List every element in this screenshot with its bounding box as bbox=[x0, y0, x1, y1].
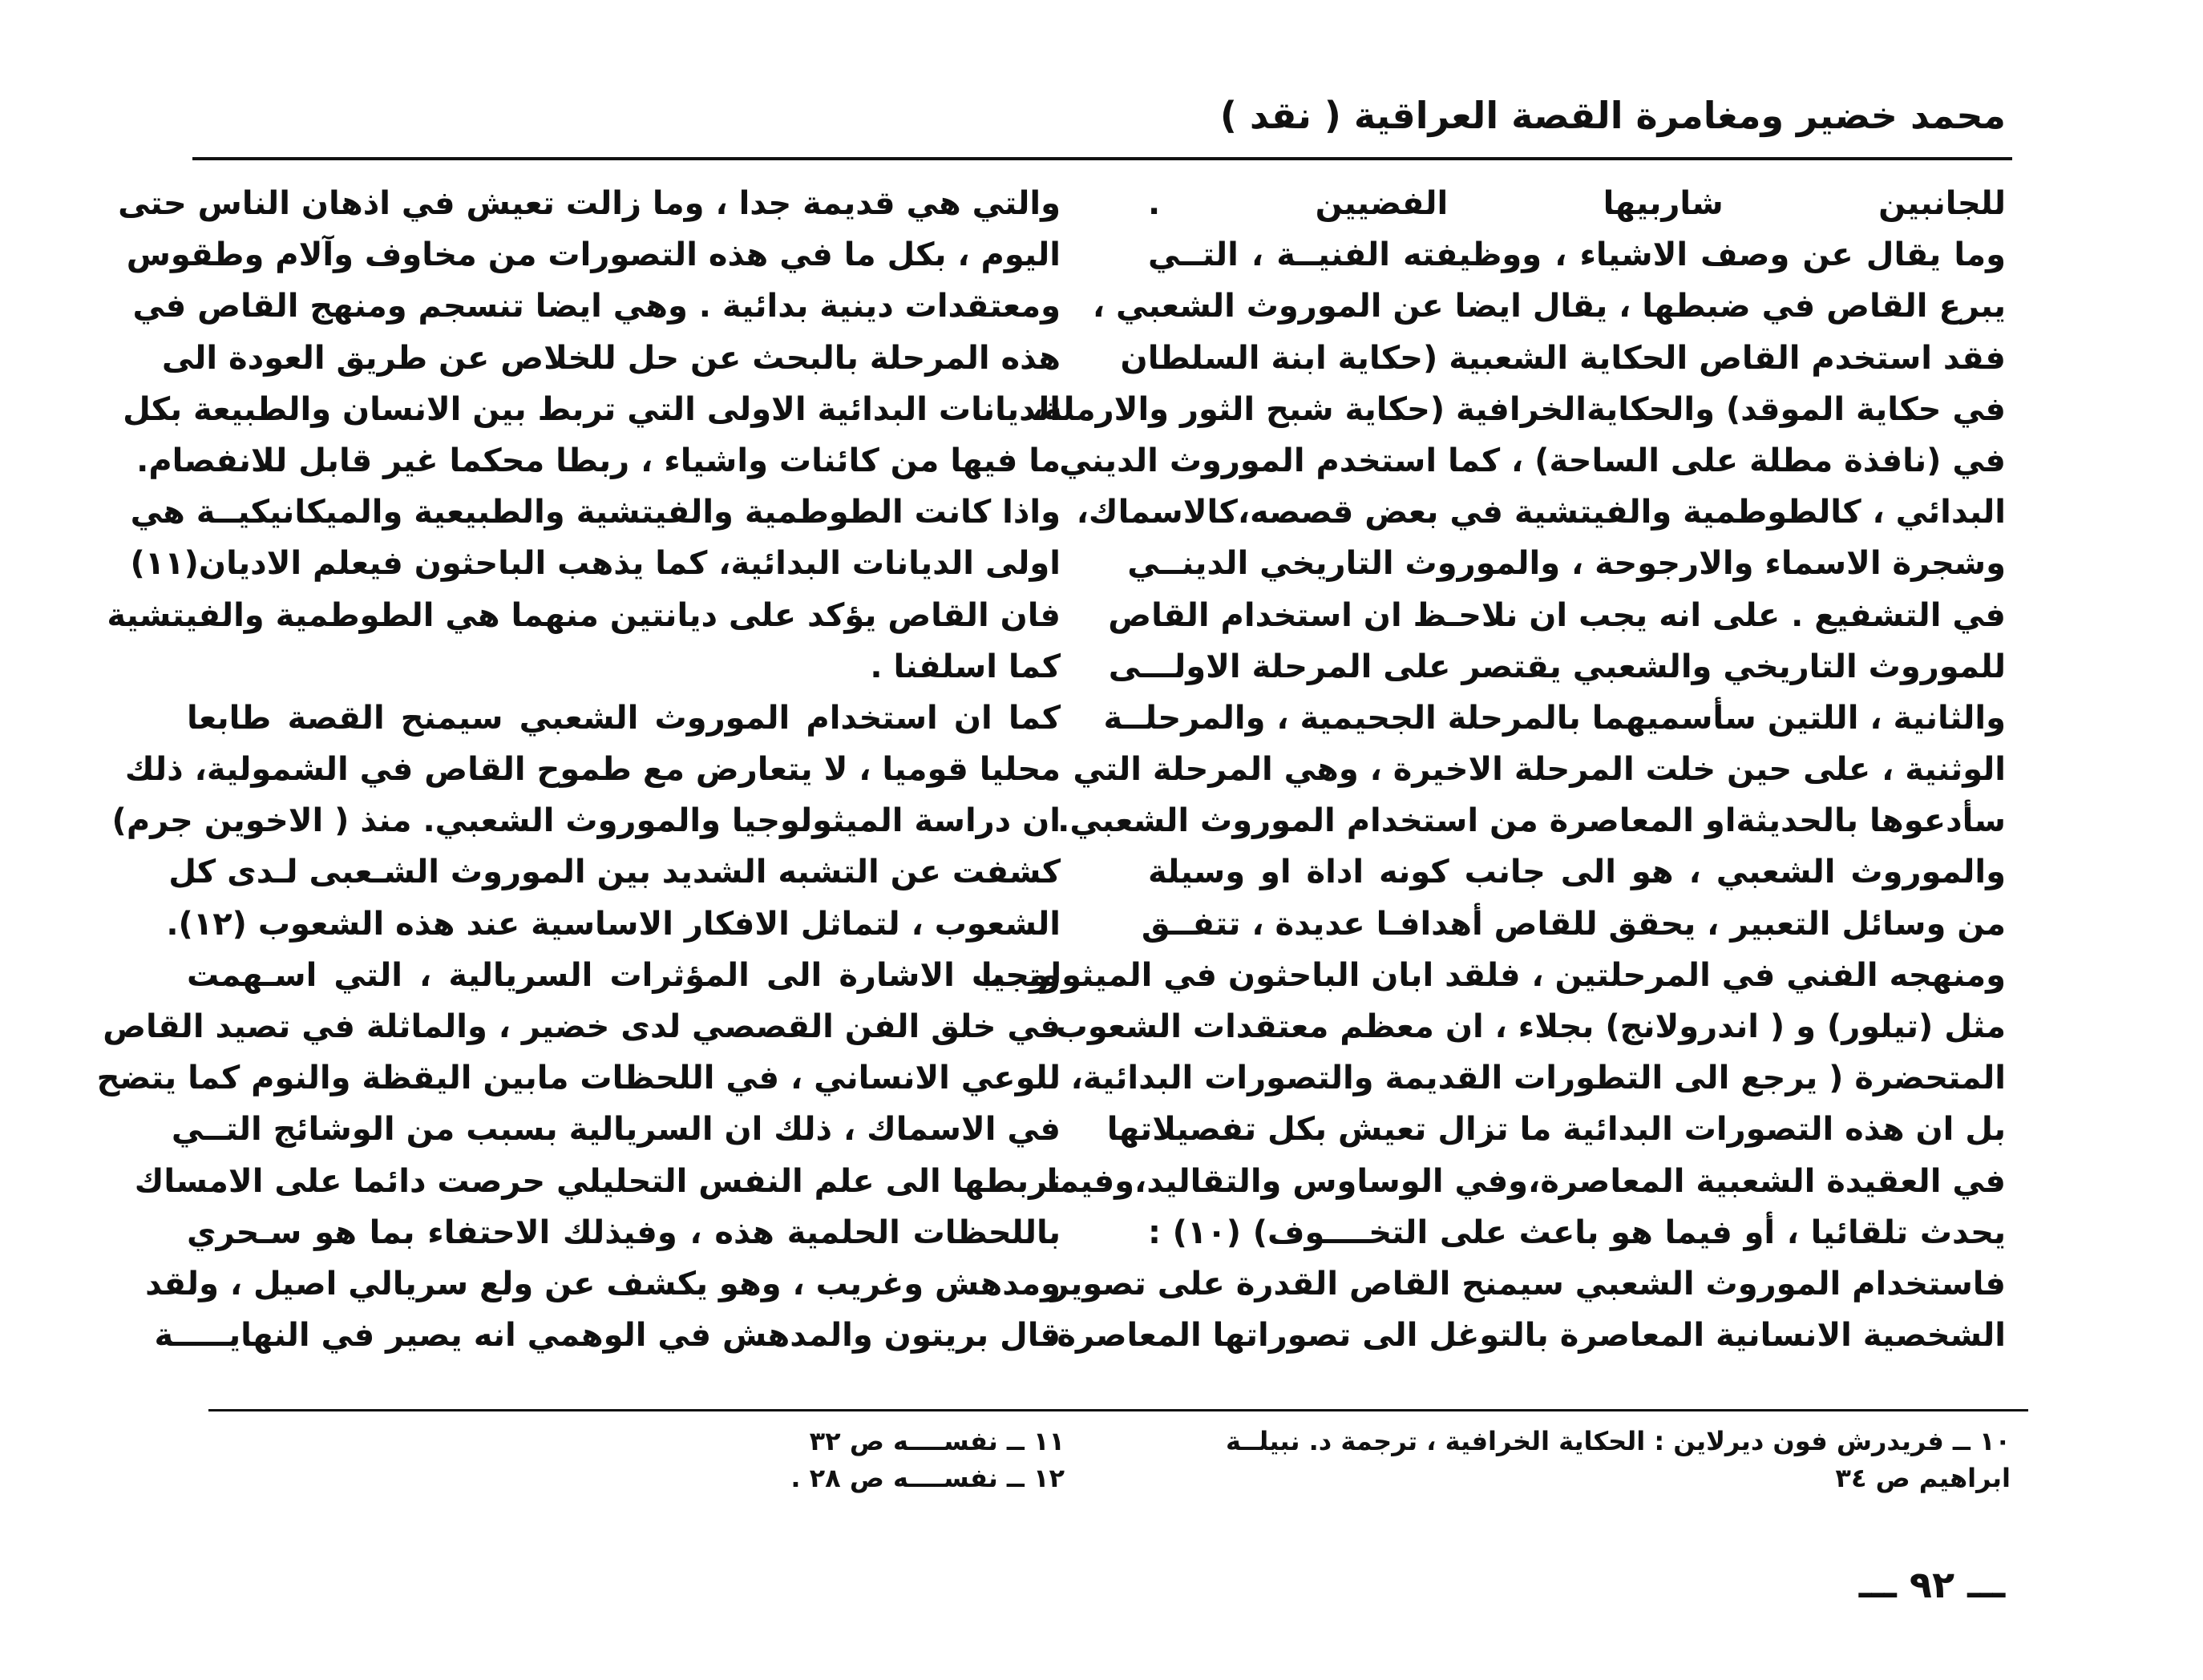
footnotes-right bbox=[1145, 1423, 2011, 1496]
text-line: الشخصية الانسانية المعاصرة بالتوغل الى تصوراتها المعاصرة، bbox=[1045, 1317, 2006, 1355]
text-line: المتحضرة ( يرجع الى التطورات القديمة والتصورات البدائية، bbox=[1070, 1060, 2006, 1097]
footnote-rule bbox=[208, 1409, 2028, 1411]
text-line: البدائي ، كالطوطمية والفيتشية في بعض قصصه،كالاسماك، bbox=[1076, 494, 2006, 531]
text-column-left bbox=[96, 178, 1061, 1361]
text-line: قال بريتون والمدهش في الوهمي انه يصير في النهايـــــة bbox=[154, 1317, 1061, 1355]
text-line: هذه المرحلة بالبحث عن حل للخلاص عن طريق العودة الى bbox=[161, 339, 1061, 377]
text-line: محليا قوميا ، لا يتعارض مع طموح القاص في الشمولية، ذلك bbox=[124, 751, 1061, 789]
text-line: في (نافذة مطلة على الساحة) ، كما استخدم الموروث الديني bbox=[1059, 442, 2006, 479]
text-line: في خلق الفن القصصي لدى خضير ، والماثلة في تصيد القاص bbox=[103, 1008, 1061, 1045]
footnote-line: ابراهيم ص ٣٤ bbox=[1835, 1463, 2011, 1493]
running-header-title: محمد خضير ومغامرة القصة العراقية ( نقد ) bbox=[1219, 94, 2006, 137]
text-line: الوثنية ، على حين خلت المرحلة الاخيرة ، وهي المرحلة التي bbox=[1073, 751, 2006, 789]
text-line: واذا كانت الطوطمية والفيتشية والطبيعية والميكانيكيــة هي bbox=[130, 494, 1061, 531]
footnote-line: ١٠ ــ فريدرش فون ديرلاين : الحكاية الخرافية ، ترجمة د. نبيلــة bbox=[1225, 1426, 2011, 1456]
text-line: كما ان استخدام الموروث الشعبي سيمنح القصة طابعا bbox=[187, 699, 1061, 737]
text-line: بل ان هذه التصورات البدائية ما تزال تعيش بكل تفصيلاتها bbox=[1106, 1111, 2006, 1149]
page-number: ـــ ٩٢ ـــ bbox=[1858, 1563, 2006, 1606]
text-line: فاستخدام الموروث الشعبي سيمنح القاص القدرة على تصوير bbox=[1050, 1265, 2006, 1302]
text-line: ان دراسة الميثولوجيا والموروث الشعبي. منذ ( الاخوين جرم) bbox=[111, 802, 1061, 840]
text-line: يحدث تلقائيا ، أو فيما هو باعث على التخــــوف) (١٠) : bbox=[1148, 1214, 2007, 1251]
text-line: فان القاص يؤكد على ديانتين منهما هي الطوطمية والفيتشية bbox=[107, 596, 1061, 634]
text-line: من وسائل التعبير ، يحقق للقاص أهدافـا عديدة ، تتفــق bbox=[1141, 905, 2006, 943]
text-line: الديانات البدائية الاولى التي تربط بين الانسان والطبيعة بكل bbox=[123, 390, 1061, 428]
text-line: في العقيدة الشعبية المعاصرة،وفي الوساوس والتقاليد،وفيما bbox=[1046, 1162, 2006, 1200]
text-line: للموروث التاريخي والشعبي يقتصر على المرحلة الاولـــى bbox=[1108, 648, 2006, 685]
text-line: والتي هي قديمة جدا ، وما زالت تعيش في اذهان الناس حتى bbox=[118, 185, 1061, 222]
text-line: سأدعوها بالحديثةاو المعاصرة من استخدام الموروث الشعبي. bbox=[1057, 802, 2006, 840]
text-line: كما اسلفنا . bbox=[870, 648, 1061, 685]
footnotes-left bbox=[503, 1423, 1065, 1496]
text-line: فقد استخدم القاص الحكاية الشعبية (حكاية ابنة السلطان bbox=[1120, 339, 2006, 377]
text-line: للوعي الانساني ، في اللحظات مابين اليقظة والنوم كما يتضح bbox=[96, 1060, 1061, 1097]
text-line: ومنهجه الفني في المرحلتين ، فلقد ابان الباحثون في الميثولوجيا bbox=[980, 956, 2006, 994]
text-line: تربطها الى علم النفس التحليلي حرصت دائما على الامساك bbox=[134, 1162, 1061, 1200]
text-line: كشفت عن التشبه الشديد بين الموروث الشـعبى لـدى كل bbox=[168, 854, 1061, 891]
text-line: وما يقال عن وصف الاشياء ، ووظيفته الفنيــة ، التــي bbox=[1148, 236, 2006, 274]
text-line: للجانبين شاربيها الفضيين . bbox=[1148, 185, 2006, 222]
text-line: في التشفيع . على انه يجب ان نلاحـظ ان استخدام القاص bbox=[1108, 596, 2006, 634]
header-rule bbox=[192, 157, 2012, 160]
text-line: وتجب الاشارة الى المؤثرات السريالية ، التي اسـهمت bbox=[187, 956, 1061, 994]
text-line: اليوم ، بكل ما في هذه التصورات من مخاوف وآلام وطقوس bbox=[126, 236, 1061, 274]
footnote-line: ١١ ــ نفســــه ص ٣٢ bbox=[809, 1426, 1065, 1456]
text-line: باللحظات الحلمية هذه ، وفيذلك الاحتفاء بما هو سـحري bbox=[187, 1214, 1061, 1251]
text-line: ما فيها من كائنات واشياء ، ربطا محكما غير قابل للانفصام. bbox=[136, 442, 1061, 479]
text-line: الشعوب ، لتماثل الافكار الاساسية عند هذه الشعوب (١٢). bbox=[166, 905, 1061, 943]
text-line: والثانية ، اللتين سأسميهما بالمرحلة الجحيمية ، والمرحلــة bbox=[1103, 699, 2006, 737]
text-line: ومعتقدات دينية بدائية . وهي ايضا تنسجم ومنهج القاص في bbox=[132, 288, 1061, 325]
text-line: ومدهش وغريب ، وهو يكشف عن ولع سريالي اصيل ، ولقد bbox=[145, 1265, 1061, 1302]
footnote-line: ١٢ ــ نفســــه ص ٢٨ . bbox=[790, 1463, 1065, 1493]
text-line: في حكاية الموقد) والحكايةالخرافية (حكاية شبح الثور والارملة، bbox=[1031, 390, 2006, 428]
text-line: في الاسماك ، ذلك ان السريالية بسبب من الوشائج التــي bbox=[171, 1111, 1061, 1149]
text-line: وشجرة الاسماء والارجوحة ، والموروث التاريخي الدينــي bbox=[1127, 545, 2006, 583]
text-column-right bbox=[980, 178, 2007, 1361]
text-line: يبرع القاص في ضبطها ، يقال ايضا عن الموروث الشعبي ، bbox=[1092, 288, 2006, 325]
text-line: مثل (تيلور) و ( اندرولانج) بجلاء ، ان معظم معتقدات الشعوب bbox=[1055, 1008, 2006, 1045]
text-line: اولى الديانات البدائية، كما يذهب الباحثون فيعلم الاديان(١١) bbox=[130, 545, 1061, 583]
text-line: والموروث الشعبي ، هو الى جانب كونه اداة او وسيلة bbox=[1148, 854, 2006, 891]
